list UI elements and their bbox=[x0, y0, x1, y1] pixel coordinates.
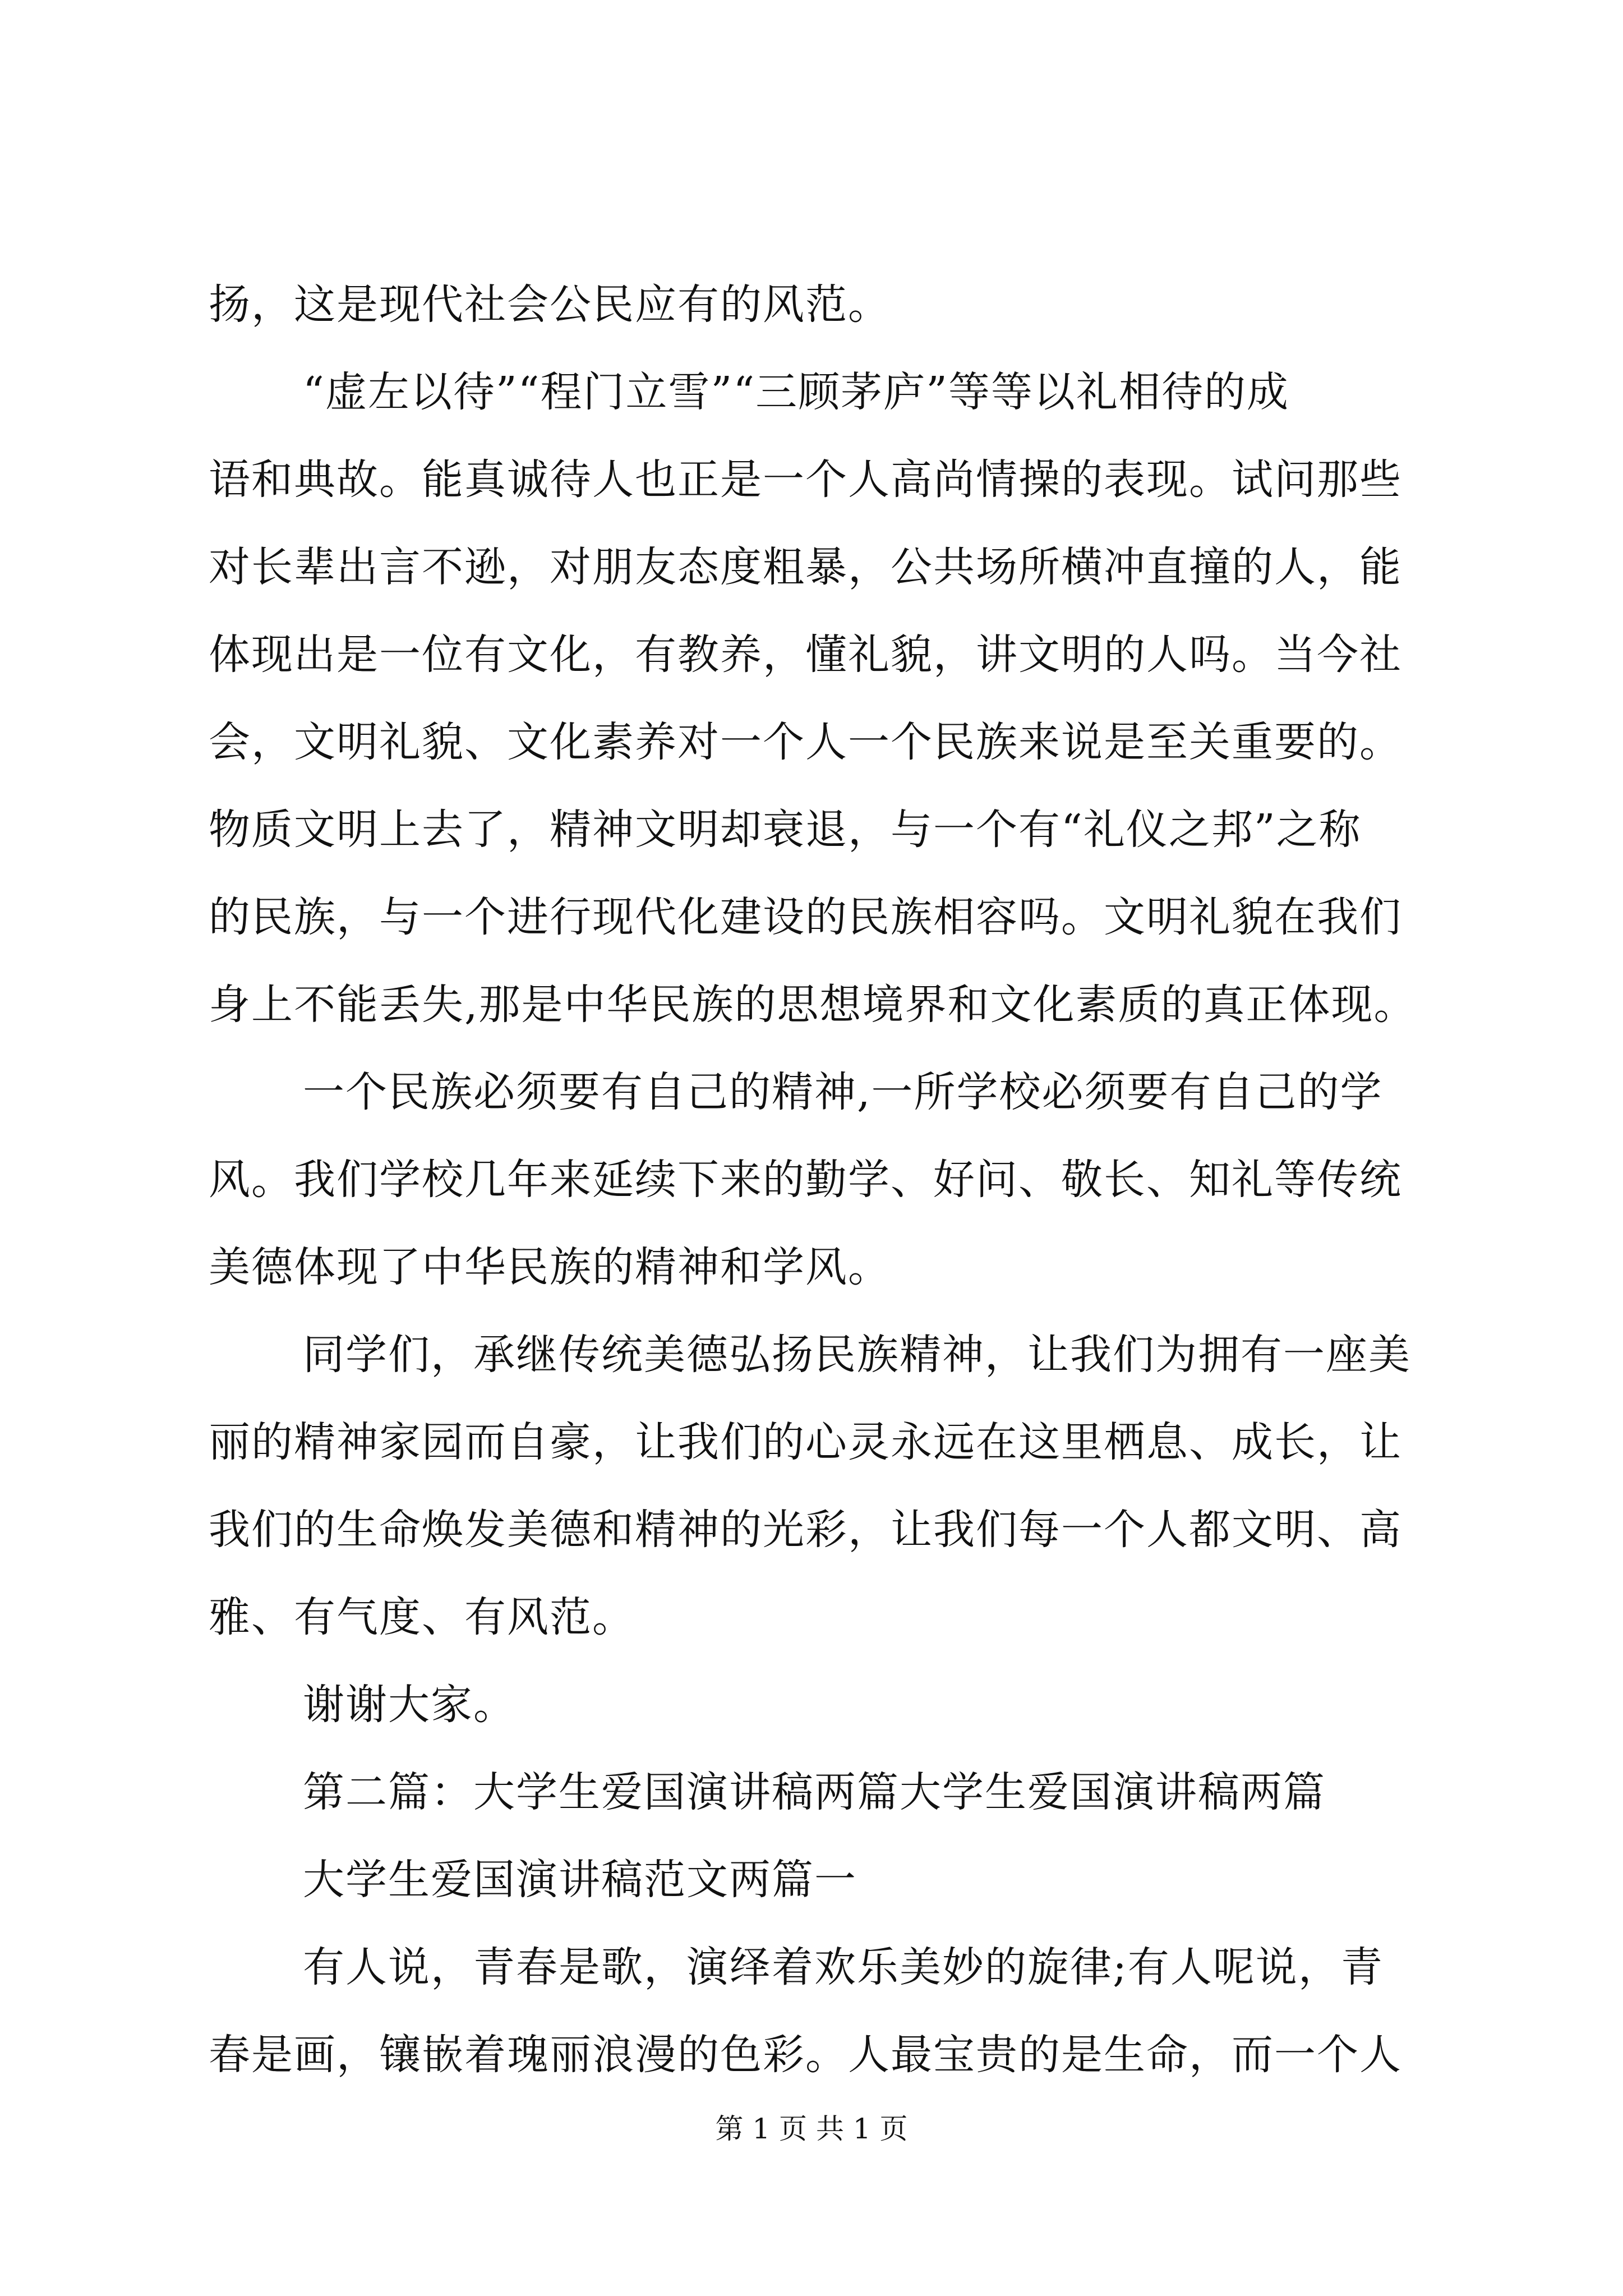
text-line: 我们的生命焕发美德和精神的光彩，让我们每一个人都文明、高 bbox=[209, 1506, 1402, 1554]
text-line: 春是画，镶嵌着瑰丽浪漫的色彩。人最宝贵的是生命，而一个人 bbox=[209, 2031, 1402, 2079]
text-line: 谢谢大家。 bbox=[303, 1681, 516, 1729]
text-line: 同学们，承继传统美德弘扬民族精神，让我们为拥有一座美 bbox=[303, 1331, 1411, 1379]
section-heading: 第二篇：大学生爱国演讲稿两篇大学生爱国演讲稿两篇 bbox=[303, 1768, 1326, 1816]
subsection-heading: 大学生爱国演讲稿范文两篇一 bbox=[303, 1856, 857, 1904]
document-body bbox=[209, 261, 1420, 2099]
text-line: 物质文明上去了，精神文明却衰退，与一个有“礼仪之邦”之称 bbox=[209, 806, 1362, 854]
text-line: 会，文明礼貌、文化素养对一个人一个民族来说是至关重要的。 bbox=[209, 718, 1402, 766]
text-line: 美德体现了中华民族的精神和学风。 bbox=[209, 1243, 891, 1291]
text-line: 扬，这是现代社会公民应有的风范。 bbox=[209, 280, 891, 329]
text-line: 的民族，与一个进行现代化建设的民族相容吗。文明礼貌在我们 bbox=[209, 893, 1402, 941]
text-line: 身上不能丢失,那是中华民族的思想境界和文化素质的真正体现。 bbox=[209, 981, 1417, 1029]
text-line: 风。我们学校几年来延续下来的勤学、好问、敬长、知礼等传统 bbox=[209, 1156, 1402, 1204]
text-line: 有人说，青春是歌，演绎着欢乐美妙的旋律;有人呢说，青 bbox=[303, 1943, 1384, 1991]
text-line: 雅、有气度、有风范。 bbox=[209, 1593, 635, 1641]
text-line: 对长辈出言不逊，对朋友态度粗暴，公共场所横冲直撞的人，能 bbox=[209, 543, 1402, 591]
text-line: 体现出是一位有文化，有教养，懂礼貌，讲文明的人吗。当今社 bbox=[209, 631, 1402, 679]
text-line: 丽的精神家园而自豪，让我们的心灵永远在这里栖息、成长，让 bbox=[209, 1418, 1402, 1466]
text-line: 语和典故。能真诚待人也正是一个人高尚情操的表现。试问那些 bbox=[209, 455, 1402, 504]
text-line: 一个民族必须要有自己的精神,一所学校必须要有自己的学 bbox=[303, 1068, 1383, 1116]
text-line: “虚左以待”“程门立雪”“三顾茅庐”等等以礼相待的成 bbox=[303, 368, 1289, 416]
page-number-footer: 第 1 页 共 1 页 bbox=[715, 2113, 908, 2145]
